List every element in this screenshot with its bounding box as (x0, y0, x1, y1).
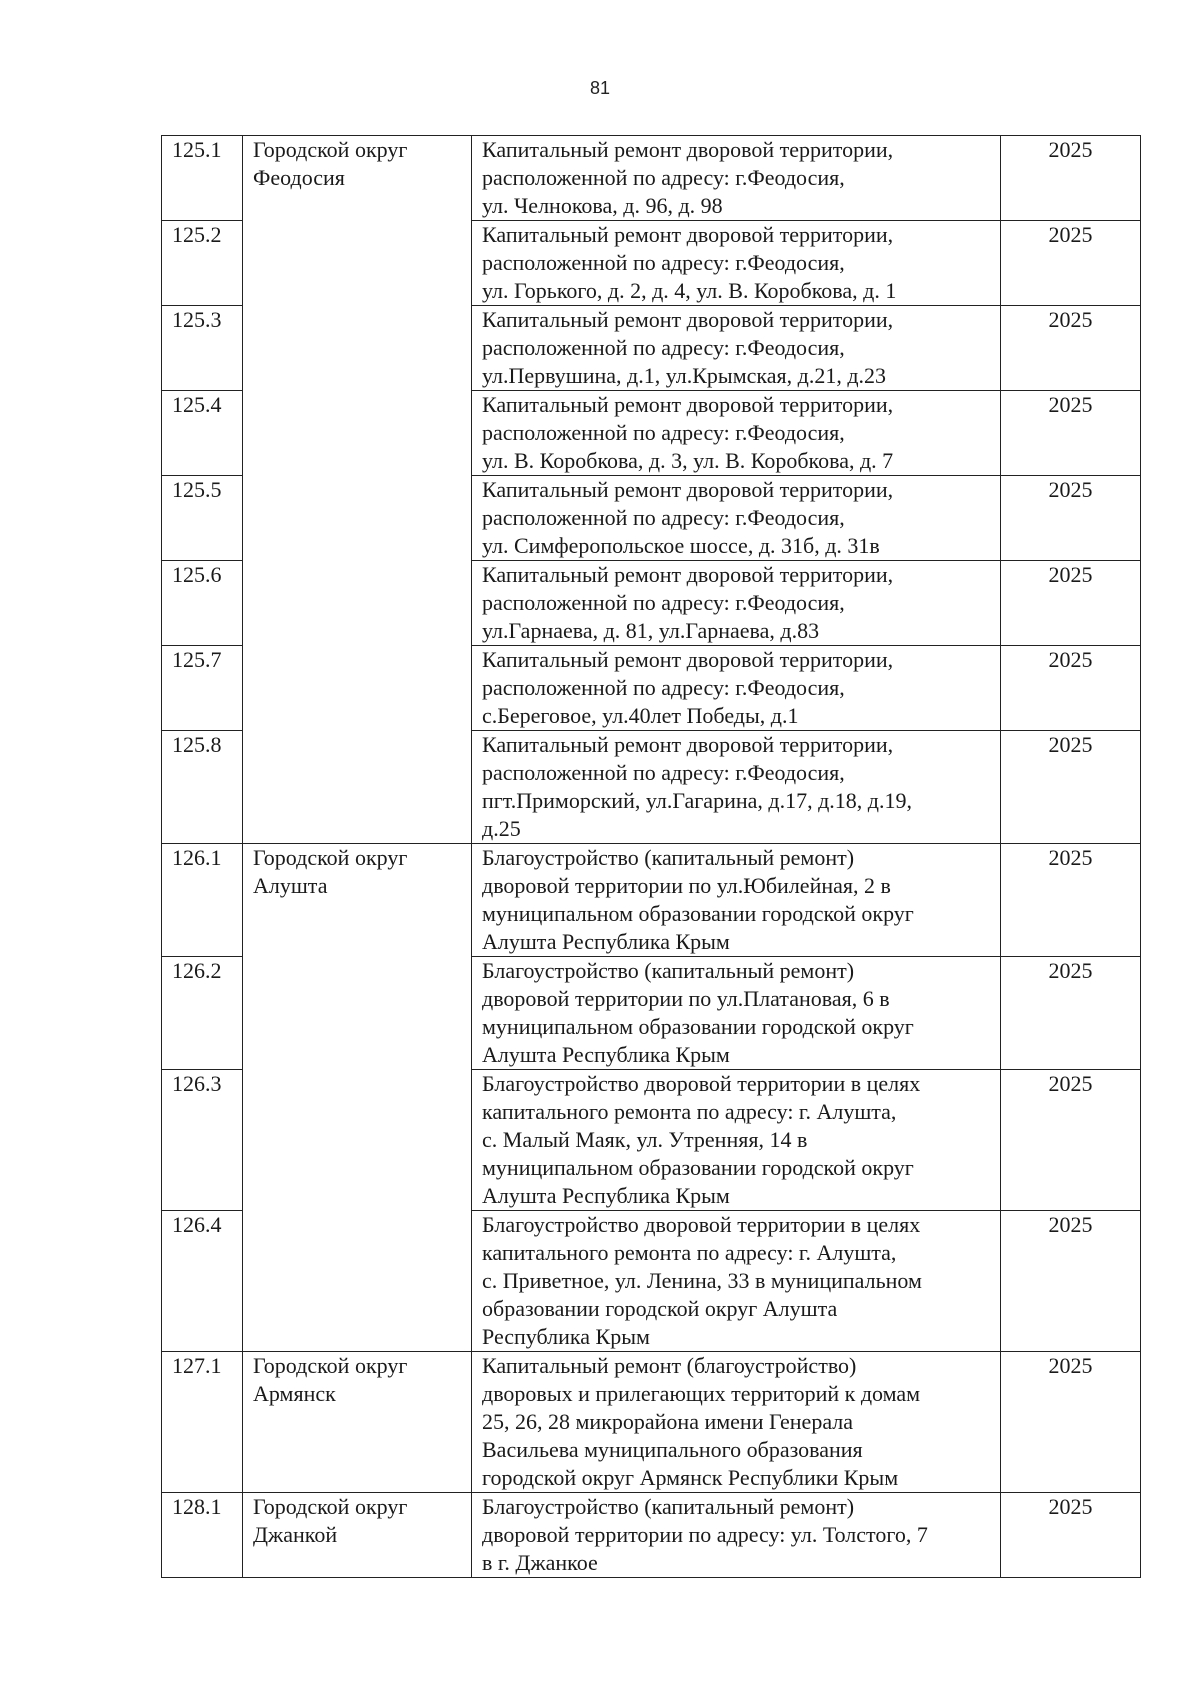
table-row (162, 1352, 1141, 1493)
row-number: 126.1 (162, 844, 243, 957)
description-cell: Капитальный ремонт дворовой территории, расположенной по адресу: г.Феодосия, с.Береговое, ул.40лет Победы, д.1 (472, 646, 1001, 731)
year-cell: 2025 (1001, 476, 1141, 561)
year-cell: 2025 (1001, 957, 1141, 1070)
description-cell: Благоустройство дворовой территории в целях капитального ремонта по адресу: г. Алушта, с. Приветное, ул. Ленина, 33 в муниципальном образовании городской округ Алушта Республика Крым (472, 1211, 1001, 1352)
row-number: 125.8 (162, 731, 243, 844)
row-number: 125.6 (162, 561, 243, 646)
description-cell: Капитальный ремонт дворовой территории, расположенной по адресу: г.Феодосия, ул. Симферопольское шоссе, д. 31б, д. 31в (472, 476, 1001, 561)
description-cell: Благоустройство (капитальный ремонт) дворовой территории по ул.Юбилейная, 2 в муниципальном образовании городской округ Алушта Республика Крым (472, 844, 1001, 957)
year-cell: 2025 (1001, 844, 1141, 957)
row-number: 128.1 (162, 1493, 243, 1578)
year-cell: 2025 (1001, 1211, 1141, 1352)
description-cell: Капитальный ремонт дворовой территории, расположенной по адресу: г.Феодосия, ул.Гарнаева, д. 81, ул.Гарнаева, д.83 (472, 561, 1001, 646)
description-cell: Капитальный ремонт (благоустройство) дворовых и прилегающих территорий к домам 25, 26, 28 микрорайона имени Генерала Васильева муниципального образования городской округ Армянск Республики Крым (472, 1352, 1001, 1493)
description-cell: Капитальный ремонт дворовой территории, расположенной по адресу: г.Феодосия, ул. Челнокова, д. 96, д. 98 (472, 136, 1001, 221)
row-number: 126.4 (162, 1211, 243, 1352)
municipality-cell: Городской округ Алушта (243, 844, 472, 1352)
year-cell: 2025 (1001, 1070, 1141, 1211)
table-row (162, 1493, 1141, 1578)
year-cell: 2025 (1001, 306, 1141, 391)
row-number: 125.3 (162, 306, 243, 391)
row-number: 126.3 (162, 1070, 243, 1211)
row-number: 126.2 (162, 957, 243, 1070)
description-cell: Капитальный ремонт дворовой территории, расположенной по адресу: г.Феодосия, ул.Первушина, д.1, ул.Крымская, д.21, д.23 (472, 306, 1001, 391)
year-cell: 2025 (1001, 1493, 1141, 1578)
description-cell: Капитальный ремонт дворовой территории, расположенной по адресу: г.Феодосия, ул. Горького, д. 2, д. 4, ул. В. Коробкова, д. 1 (472, 221, 1001, 306)
page-number: 81 (589, 78, 611, 98)
table-row (162, 844, 1141, 957)
year-cell: 2025 (1001, 221, 1141, 306)
description-cell: Благоустройство (капитальный ремонт) дворовой территории по адресу: ул. Толстого, 7 в г. Джанкое (472, 1493, 1001, 1578)
description-cell: Капитальный ремонт дворовой территории, расположенной по адресу: г.Феодосия, пгт.Приморский, ул.Гагарина, д.17, д.18, д.19, д.25 (472, 731, 1001, 844)
municipality-cell: Городской округ Джанкой (243, 1493, 472, 1578)
municipality-cell: Городской округ Феодосия (243, 136, 472, 844)
description-cell: Благоустройство дворовой территории в целях капитального ремонта по адресу: г. Алушта, с. Малый Маяк, ул. Утренняя, 14 в муниципальном образовании городской округ Алушта Республика Крым (472, 1070, 1001, 1211)
row-number: 125.4 (162, 391, 243, 476)
municipality-cell: Городской округ Армянск (243, 1352, 472, 1493)
program-table (161, 135, 1141, 1578)
year-cell: 2025 (1001, 731, 1141, 844)
description-cell: Капитальный ремонт дворовой территории, расположенной по адресу: г.Феодосия, ул. В. Коробкова, д. 3, ул. В. Коробкова, д. 7 (472, 391, 1001, 476)
row-number: 127.1 (162, 1352, 243, 1493)
table-row (162, 136, 1141, 221)
year-cell: 2025 (1001, 391, 1141, 476)
row-number: 125.7 (162, 646, 243, 731)
description-cell: Благоустройство (капитальный ремонт) дворовой территории по ул.Платановая, 6 в муниципальном образовании городской округ Алушта Республика Крым (472, 957, 1001, 1070)
year-cell: 2025 (1001, 1352, 1141, 1493)
year-cell: 2025 (1001, 136, 1141, 221)
row-number: 125.1 (162, 136, 243, 221)
year-cell: 2025 (1001, 561, 1141, 646)
year-cell: 2025 (1001, 646, 1141, 731)
row-number: 125.5 (162, 476, 243, 561)
row-number: 125.2 (162, 221, 243, 306)
